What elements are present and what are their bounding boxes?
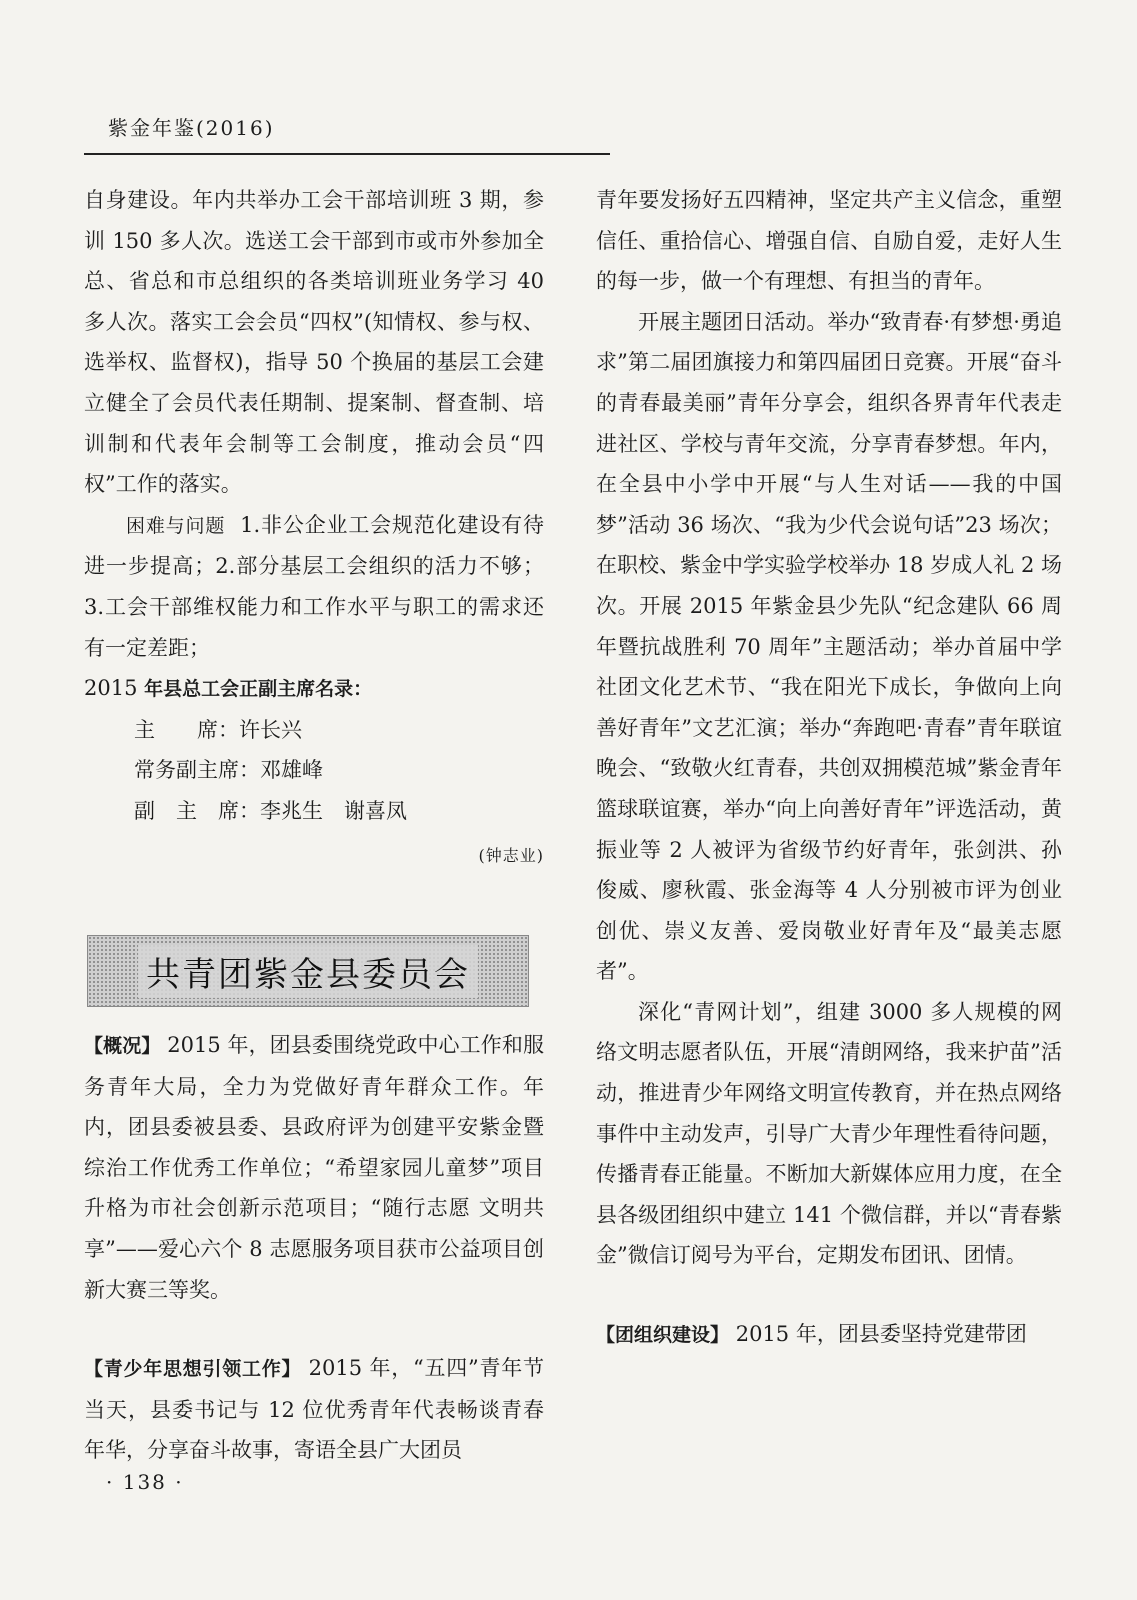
org-label: 【团组织建设】 [596, 1324, 730, 1347]
youth-text: 2015 年，“五四”青年节当天，县委书记与 12 位优秀青年代表畅谈青春年华，分享奋斗故事，寄语全县广大团员 [84, 1356, 544, 1463]
roster-list [84, 710, 544, 832]
header-rule [84, 153, 610, 155]
roster-year: 2015 [84, 676, 138, 701]
paragraph-youth [84, 1348, 544, 1471]
paragraph: 开展主题团日活动。举办“致青春·有梦想·勇追求”第二届团旗接力和第四届团日竞赛。开展“奋斗的青春最美丽”青年分享会，组织各界青年代表走进社区、学校与青年交流，分享青春梦想。年内，在全县中小学中开展“与人生对话——我的中国梦”活动 36 场次、“我为少代会说句话”23 场次；在职校、紫金中学实验学校举办 18 岁成人礼 2 场次。开展 2015 年紫金县少先队“纪念建队 66 周年暨抗战胜利 70 周年”主题活动；举办首届中学社团文化艺术节、“我在阳光下成长，争做向上向善好青年”文艺汇演；举办“奔跑吧·青春”青年联谊晚会、“致敬火红青春，共创双拥模范城”紫金青年篮球联谊赛，举办“向上向善好青年”评选活动，黄振业等 2 人被评为省级节约好青年，张剑洪、孙俊威、廖秋霞、张金海等 4 人分别被市评为创业创优、崇义友善、爱岗敬业好青年及“最美志愿者”。 [596, 309, 1062, 984]
paragraph-problems [84, 505, 544, 668]
paragraph-overview [84, 1025, 544, 1310]
roster-heading [84, 668, 544, 710]
problems-label: 困难与问题 [126, 514, 226, 537]
spacer [84, 1310, 544, 1348]
right-column [596, 180, 1062, 1356]
org-text: 2015 年，团县委坚持党建带团 [735, 1322, 1027, 1347]
page-number: · 138 · [106, 1470, 184, 1494]
left-column-bottom [84, 1025, 544, 1471]
roster-item: 主 席：许长兴 [134, 717, 302, 742]
section-banner [87, 935, 529, 1007]
paragraph: 深化“青网计划”，组建 3000 多人规模的网络文明志愿者队伍，开展“清朗网络，我来护苗”活动，推进青少年网络文明宣传教育，并在热点网络事件中主动发声，引导广大青少年理性看待问题，传播青春正能量。不断加大新媒体应用力度，在全县各级团组织中建立 141 个微信群，并以“青春紫金”微信订阅号为平台，定期发布团讯、团情。 [596, 999, 1062, 1268]
overview-text: 2015 年，团县委围绕党政中心工作和服务青年大局，全力为党做好青年群众工作。年内，团县委被县委、县政府评为创建平安紫金暨综治工作优秀工作单位；“希望家园儿童梦”项目升格为市社会创新示范项目；“随行志愿 文明共享”——爱心六个 8 志愿服务项目获市公益项目创新大赛三等奖。 [84, 1033, 544, 1302]
paragraph-org [596, 1314, 1062, 1356]
left-column-top [84, 180, 544, 876]
youth-label: 【青少年思想引领工作】 [84, 1358, 302, 1381]
paragraph: 青年要发扬好五四精神，坚定共产主义信念，重塑信任、重拾信心、增强自信、自励自爱，走好人生的每一步，做一个有理想、有担当的青年。 [596, 188, 1062, 294]
roster-title: 年县总工会正副主席名录： [144, 678, 373, 701]
roster-item: 副 主 席：李兆生 谢喜凤 [134, 798, 407, 823]
author-credit: (钟志业) [478, 845, 544, 865]
problems-text: 1.非公企业工会规范化建设有待进一步提高；2.部分基层工会组织的活力不够；3.工会干部维权能力和工作水平与职工的需求还有一定差距； [84, 512, 544, 660]
section-title: 共青团紫金县委员会 [138, 945, 478, 998]
roster-item: 常务副主席：邓雄峰 [134, 758, 323, 783]
overview-label: 【概况】 [84, 1035, 161, 1057]
paragraph: 自身建设。年内共举办工会干部培训班 3 期，参训 150 多人次。选送工会干部到市或市外参加全总、省总和市总组织的各类培训班业务学习 40 多人次。落实工会会员“四权”(知情权、参与权、选举权、监督权)，指导 50 个换届的基层工会建立健全了会员代表任期制、提案制、督查制、培训制和代表年会制等工会制度，推动会员“四权”工作的落实。 [84, 188, 544, 497]
spacer [596, 1276, 1062, 1314]
header-title: 紫金年鉴(2016) [108, 116, 275, 140]
